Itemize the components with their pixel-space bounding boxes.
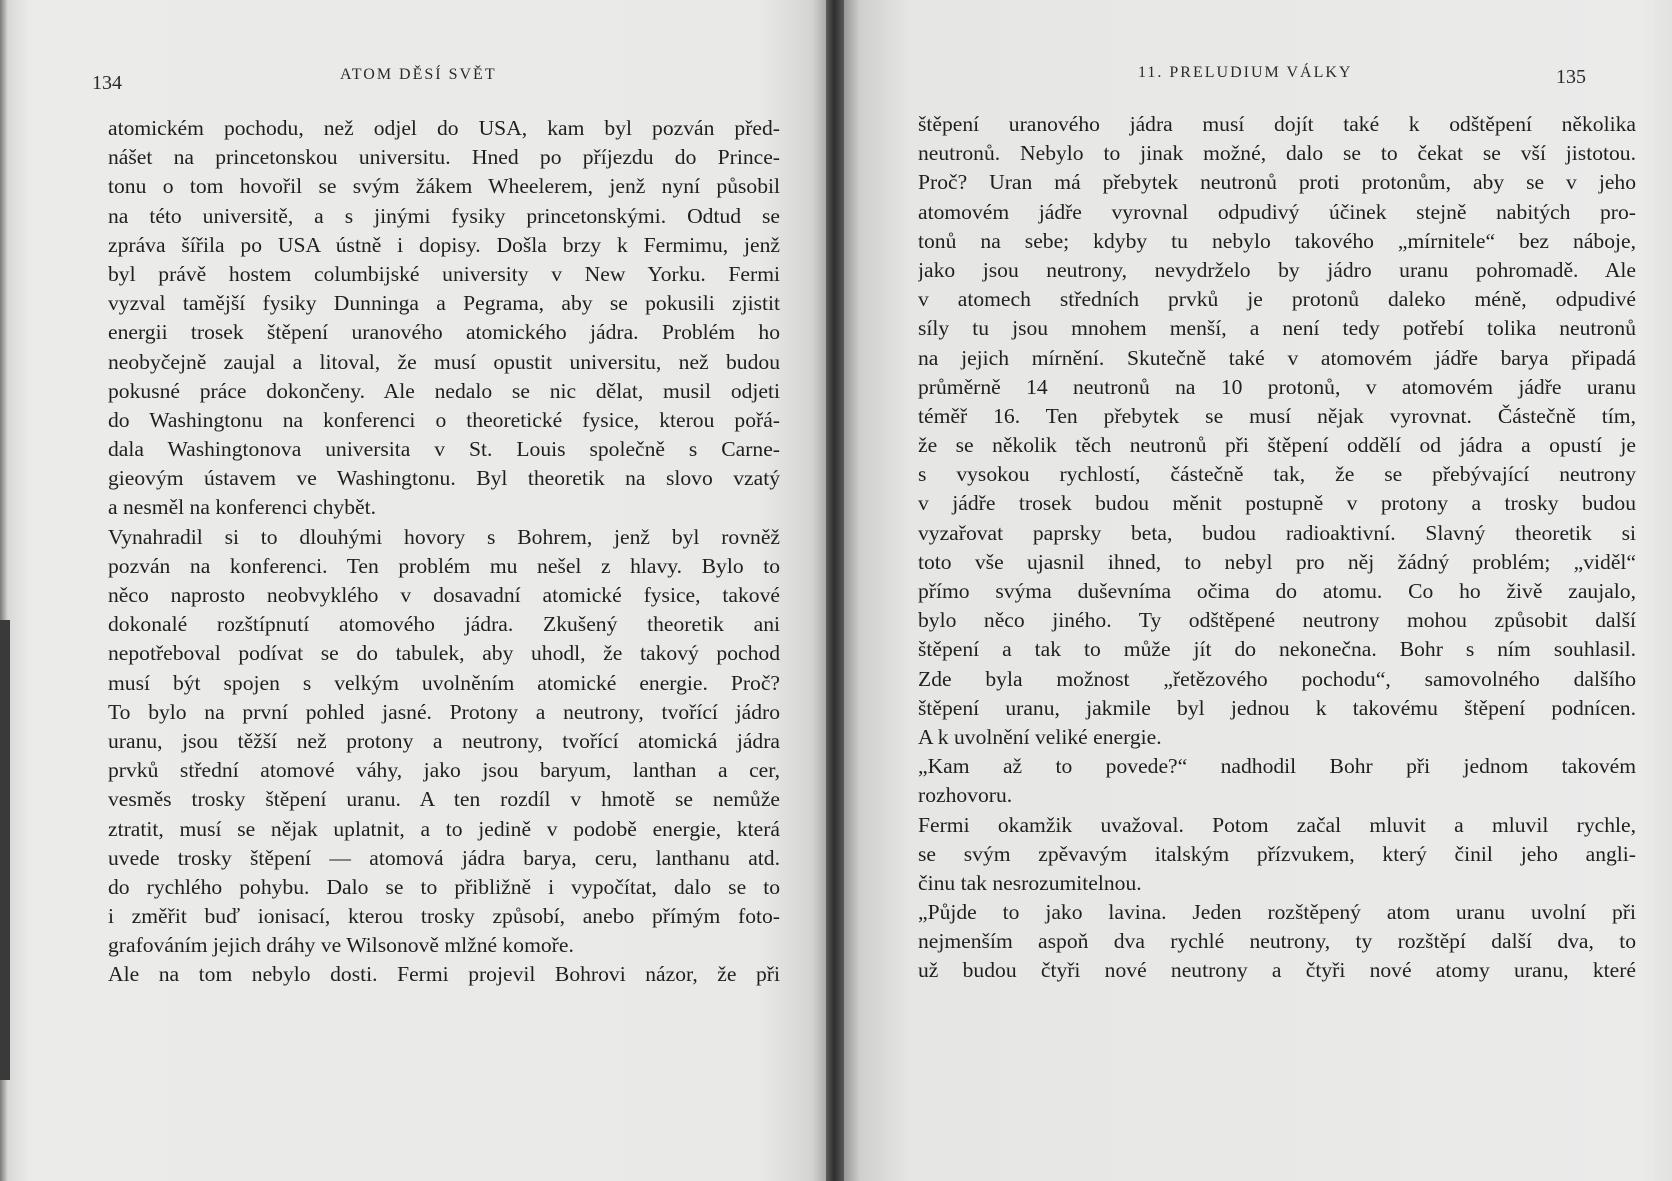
left-page — [0, 0, 832, 1181]
book-gutter — [826, 0, 844, 1181]
text-line: neobyčejně zaujal a litoval, že musí opustit universitu, než budou — [108, 349, 780, 374]
text-line: přímo svýma duševníma očima do atomu. Co ho živě zaujalo, — [918, 579, 1636, 603]
page-number: 135 — [1556, 66, 1586, 88]
text-line: gieovým ústavem ve Washingtonu. Byl theoretik na slovo vzatý — [108, 466, 780, 491]
text-line: vyzařovat paprsky beta, budou radioaktivní. Slavný theoretik si — [918, 520, 1636, 545]
text-line: nepotřeboval podívat se do tabulek, aby uhodl, že takový pochod — [108, 641, 780, 666]
text-line: Fermi okamžik uvažoval. Potom začal mluvit a mluvil rychle, — [918, 812, 1636, 837]
text-line: téměř 16. Ten přebytek se musí nějak vyrovnat. Částečně tím, — [918, 403, 1636, 428]
text-line: dokonalé rozštípnutí atomového jádra. Zkušený theoretik ani — [108, 612, 780, 637]
body-text — [918, 110, 1636, 986]
text-line: v atomech středních prvků je protonů daleko méně, odpudivé — [918, 287, 1636, 312]
text-line: atomovém jádře vyrovnal odpudivý účinek stejně nabitých pro- — [918, 199, 1636, 224]
page-edge-shadow — [0, 620, 10, 1080]
text-line: uranu, jsou těžší než protony a neutrony, tvořící atomická jádra — [108, 728, 780, 753]
text-line: „Půjde to jako lavina. Jeden rozštěpený atom uranu uvolní při — [918, 900, 1636, 925]
text-line: energii trosek štěpení uranového atomického jádra. Problém ho — [108, 320, 780, 345]
text-line: štěpení a tak to může jít do nekonečna. Bohr s ním souhlasil. — [918, 637, 1636, 662]
text-line: prvků střední atomové váhy, jako jsou baryum, lanthan a cer, — [108, 758, 780, 783]
text-line: grafováním jejich dráhy ve Wilsonově mlžné komoře. — [108, 933, 574, 958]
body-text — [108, 114, 780, 990]
text-line: To bylo na první pohled jasné. Protony a neutrony, tvořící jádro — [108, 699, 780, 724]
page-number: 134 — [92, 72, 122, 94]
text-line: tonu o tom hovořil se svým žákem Wheelerem, jenž nyní působil — [108, 174, 780, 199]
text-line: na této universitě, a s jinými fysiky princetonskými. Odtud se — [108, 203, 780, 228]
text-line: neutronů. Nebylo to jinak možné, dalo se to čekat se vší jistotou. — [918, 141, 1636, 166]
text-line: že se několik těch neutronů při štěpení oddělí od jádra a opustí je — [918, 433, 1636, 458]
text-line: se svým zpěvavým italským přízvukem, který činil jeho angli- — [918, 841, 1636, 866]
text-line: rozhovoru. — [918, 783, 1013, 808]
text-line: a nesměl na konferenci chybět. — [108, 495, 377, 520]
text-line: uvede trosky štěpení — atomová jádra barya, ceru, lanthanu atd. — [108, 845, 780, 870]
text-line: něco naprosto neobvyklého v dosavadní atomické fysice, takové — [108, 583, 780, 607]
running-head: ATOM DĚSÍ SVĚT — [340, 66, 497, 83]
text-line: s vysokou rychlostí, částečně tak, že se přebývající neutrony — [918, 462, 1636, 487]
text-line: A k uvolnění veliké energie. — [918, 724, 1162, 749]
right-page — [840, 0, 1672, 1181]
text-line: už budou čtyři nové neutrony a čtyři nové atomy uranu, které — [918, 958, 1636, 983]
text-line: vesměs trosky štěpení uranu. A ten rozdíl v hmotě se nemůže — [108, 787, 780, 812]
text-line: štěpení uranu, jakmile byl jednou k takovému štěpení podnícen. — [918, 695, 1636, 720]
running-head: 11. PRELUDIUM VÁLKY — [1138, 64, 1353, 81]
text-line: tonů na sebe; kdyby tu nebylo takového „mírnitele“ bez náboje, — [918, 228, 1636, 253]
text-line: Proč? Uran má přebytek neutronů proti protonům, aby se v jeho — [918, 170, 1636, 195]
text-line: bylo něco jiného. Ty odštěpené neutrony mohou způsobit další — [918, 608, 1636, 633]
text-line: vyzval tamější fysiky Dunninga a Pegrama, aby se pokusili zjistit — [108, 291, 780, 316]
text-line: pozván na konferenci. Ten problém mu nešel z hlavy. Bylo to — [108, 553, 780, 578]
text-line: na jejich mírnění. Skutečně také v atomovém jádře barya připadá — [918, 345, 1636, 370]
text-line: byl právě hostem columbijské university v New Yorku. Fermi — [108, 261, 780, 286]
text-line: jako jsou neutrony, nevydrželo by jádro uranu pohromadě. Ale — [918, 257, 1636, 282]
text-line: Vynahradil si to dlouhými hovory s Bohrem, jenž byl rovněž — [108, 524, 780, 549]
text-line: „Kam až to povede?“ nadhodil Bohr při jednom takovém — [918, 754, 1636, 779]
text-line: atomickém pochodu, než odjel do USA, kam byl pozván před- — [108, 116, 780, 140]
text-line: síly tu jsou mnohem menší, a není tedy potřebí tolika neutronů — [918, 316, 1636, 341]
text-line: do Washingtonu na konferenci o theoretické fysice, kterou pořá- — [108, 407, 780, 432]
text-line: činu tak nesrozumitelnou. — [918, 870, 1142, 895]
text-line: v jádře trosek budou měnit postupně v protony a trosky budou — [918, 491, 1636, 516]
text-line: pokusné práce dokončeny. Ale nedalo se nic dělat, musil odjeti — [108, 378, 780, 403]
text-line: i změřit buď ionisací, kterou trosky způsobí, anebo přímým foto- — [108, 904, 780, 929]
text-line: do rychlého pohybu. Dalo se to přibližně i vypočítat, dalo se to — [108, 874, 780, 899]
text-line: nášet na princetonskou universitu. Hned po příjezdu do Prince- — [108, 145, 780, 170]
text-line: musí být spojen s velkým uvolněním atomické energie. Proč? — [108, 670, 780, 695]
text-line: toto vše ujasnil ihned, to nebyl pro něj žádný problém; „viděl“ — [918, 549, 1636, 574]
text-line: dala Washingtonova universita v St. Louis společně s Carne- — [108, 437, 780, 462]
text-line: zpráva šířila po USA ústně i dopisy. Došla brzy k Fermimu, jenž — [108, 232, 780, 257]
text-line: nejmenším aspoň dva rychlé neutrony, ty rozštěpí další dva, to — [918, 929, 1636, 954]
text-line: ztratit, musí se nějak uplatnit, a to jedině v podobě energie, která — [108, 816, 780, 841]
text-line: Zde byla možnost „řetězového pochodu“, samovolného dalšího — [918, 666, 1636, 691]
text-line: průměrně 14 neutronů na 10 protonů, v atomovém jádře uranu — [918, 374, 1636, 399]
text-line: štěpení uranového jádra musí dojít také k odštěpení několika — [918, 112, 1636, 136]
text-line: Ale na tom nebylo dosti. Fermi projevil Bohrovi názor, že při — [108, 962, 780, 987]
